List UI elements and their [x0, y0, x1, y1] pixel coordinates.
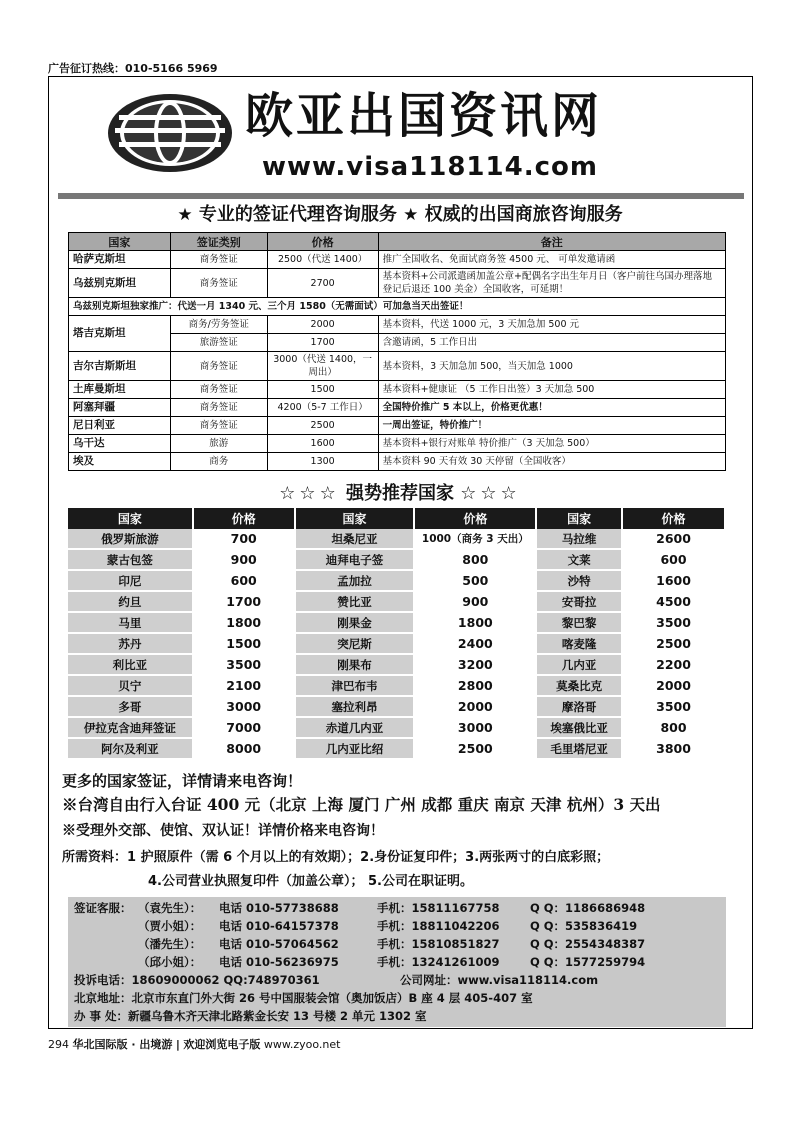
price-cell: 1600 — [267, 435, 378, 453]
country-cell: 多哥 — [68, 696, 193, 717]
country-cell: 马里 — [68, 612, 193, 633]
country-cell: 埃塞俄比亚 — [536, 717, 622, 738]
country-cell: 文莱 — [536, 549, 622, 570]
star-icon: ★ — [177, 205, 193, 225]
table-row — [68, 675, 725, 696]
contact-qq: Q Q：2554348387 — [530, 937, 646, 951]
country-cell: 蒙古包签 — [68, 549, 193, 570]
table-row — [68, 738, 725, 759]
visa-type-cell: 商务签证 — [170, 352, 267, 381]
table-row — [69, 316, 726, 334]
column-header: 价格 — [414, 508, 536, 529]
country-cell: 赤道几内亚 — [295, 717, 415, 738]
slogan-part-1: 专业的签证代理咨询服务 — [198, 204, 397, 225]
table-row — [69, 399, 726, 417]
column-header: 国家 — [69, 233, 171, 251]
table-row — [69, 352, 726, 381]
page-number: 294 — [48, 1038, 69, 1051]
country-cell: 吉尔吉斯斯坦 — [69, 352, 171, 381]
column-header: 价格 — [267, 233, 378, 251]
note-cell: 基本资料，3 天加急加 500，当天加急 1000 — [378, 352, 725, 381]
price-cell: 2500 — [267, 417, 378, 435]
price-cell: 900 — [414, 591, 536, 612]
table-row — [68, 612, 725, 633]
country-cell: 哈萨克斯坦 — [69, 251, 171, 269]
price-cell: 2500 — [622, 633, 725, 654]
divider-band — [58, 193, 744, 199]
price-cell: 8000 — [193, 738, 295, 759]
slogan-part-2: 权威的出国商旅咨询服务 — [424, 204, 623, 225]
column-header: 签证类别 — [170, 233, 267, 251]
country-cell: 贝宁 — [68, 675, 193, 696]
column-header: 国家 — [536, 508, 622, 529]
price-cell: 4200（5-7 工作日） — [267, 399, 378, 417]
contact-mobile[interactable]: 手机：15811167758 — [377, 901, 500, 915]
price-cell: 500 — [414, 570, 536, 591]
column-header: 价格 — [622, 508, 725, 529]
visa-type-cell: 商务签证 — [170, 417, 267, 435]
price-cell: 1700 — [267, 334, 378, 352]
price-cell: 3500 — [622, 696, 725, 717]
beijing-address: 北京地址：北京市东直门外大街 26 号中国服装会馆（奥加饭店）B 座 4 层 405-407 室 — [74, 991, 533, 1005]
price-cell: 2200 — [622, 654, 725, 675]
ad-hotline: 广告征订热线：010-5166 5969 — [48, 62, 218, 75]
contact-name: （贾小姐）： — [138, 919, 202, 933]
table-header-row — [69, 233, 726, 251]
contact-box — [68, 897, 726, 1027]
country-cell: 坦桑尼亚 — [295, 529, 415, 549]
country-cell: 突尼斯 — [295, 633, 415, 654]
table-row — [69, 269, 726, 298]
price-cell: 3800 — [622, 738, 725, 759]
contact-qq: Q Q：1577259794 — [530, 955, 646, 969]
price-cell: 4500 — [622, 591, 725, 612]
note-cell: 基本资料+银行对账单 特价推广（3 天加急 500） — [378, 435, 725, 453]
country-cell: 乌干达 — [69, 435, 171, 453]
price-cell: 600 — [622, 549, 725, 570]
note-cell: 推广全国收名、免面试商务签 4500 元、 可单发邀请函 — [378, 251, 725, 269]
table-row — [68, 633, 725, 654]
visa-type-cell: 商务签证 — [170, 251, 267, 269]
country-cell: 迪拜电子签 — [295, 549, 415, 570]
visa-price-table — [68, 232, 726, 471]
price-cell: 3500 — [193, 654, 295, 675]
price-cell: 3000（代送 1400，一周出） — [267, 352, 378, 381]
contact-name: （袁先生）： — [138, 901, 202, 915]
country-cell: 马拉维 — [536, 529, 622, 549]
price-cell: 1000（商务 3 天出） — [414, 529, 536, 549]
price-cell: 2500 — [414, 738, 536, 759]
office-address: 办 事 处：新疆乌鲁木齐天津北路紫金长安 13 号楼 2 单元 1302 室 — [74, 1009, 427, 1023]
country-cell: 津巴布韦 — [295, 675, 415, 696]
country-cell: 刚果布 — [295, 654, 415, 675]
country-cell: 几内亚 — [536, 654, 622, 675]
note-cell: 含邀请函，5 工作日出 — [378, 334, 725, 352]
contact-mobile[interactable]: 手机：18811042206 — [377, 919, 500, 933]
table-row — [69, 435, 726, 453]
edition-label: 华北国际版 · 出境游 — [72, 1038, 173, 1051]
country-cell: 安哥拉 — [536, 591, 622, 612]
visa-type-cell: 商务 — [170, 453, 267, 471]
country-cell: 俄罗斯旅游 — [68, 529, 193, 549]
price-cell: 1500 — [193, 633, 295, 654]
country-cell: 利比亚 — [68, 654, 193, 675]
country-cell: 伊拉克含迪拜签证 — [68, 717, 193, 738]
price-cell: 2000 — [414, 696, 536, 717]
price-cell: 1700 — [193, 591, 295, 612]
price-cell: 600 — [193, 570, 295, 591]
complaint-line: 投诉电话：18609000062 QQ:748970361 — [74, 973, 320, 987]
notary-note: ※受理外交部、使馆、双认证！详情价格来电咨询！ — [62, 823, 384, 839]
price-cell: 2800 — [414, 675, 536, 696]
note-cell: 基本资料+健康证 （5 工作日出签）3 天加急 500 — [378, 381, 725, 399]
recommend-title — [60, 481, 740, 507]
contact-phone[interactable]: 电话 010-57064562 — [219, 937, 339, 951]
price-cell: 2000 — [267, 316, 378, 334]
visa-type-cell: 商务签证 — [170, 381, 267, 399]
country-cell: 喀麦隆 — [536, 633, 622, 654]
country-cell: 塔吉克斯坦 — [69, 316, 171, 352]
table-header-row — [68, 508, 725, 529]
contact-mobile[interactable]: 手机：13241261009 — [377, 955, 500, 969]
table-row — [68, 591, 725, 612]
country-cell: 几内亚比绍 — [295, 738, 415, 759]
table-row — [68, 549, 725, 570]
note-cell: 基本资料+公司派遣函加盖公章+配偶名字出生年月日（客户前往乌国办理落地登记后退还 100 美金）全国收客，可延期！ — [378, 269, 725, 298]
price-cell: 3200 — [414, 654, 536, 675]
country-cell: 刚果金 — [295, 612, 415, 633]
note-cell: 全国特价推广 5 本以上，价格更优惠！ — [378, 399, 725, 417]
visa-type-cell: 旅游 — [170, 435, 267, 453]
price-cell: 1500 — [267, 381, 378, 399]
table-row — [69, 298, 726, 316]
contact-phone[interactable]: 电话 010-57738688 — [219, 901, 339, 915]
country-cell: 黎巴黎 — [536, 612, 622, 633]
promo-highlight: 可加急当天出签证 — [382, 301, 459, 312]
table-row — [68, 717, 725, 738]
country-cell: 阿尔及利亚 — [68, 738, 193, 759]
price-cell: 800 — [622, 717, 725, 738]
table-row — [69, 251, 726, 269]
required-docs-line-2: 4.公司营业执照复印件（加盖公章）； 5.公司在职证明。 — [148, 874, 473, 889]
price-cell: 3000 — [414, 717, 536, 738]
footer-separator: | — [175, 1038, 180, 1051]
contact-name: （潘先生）： — [138, 937, 202, 951]
visa-type-cell: 商务签证 — [170, 269, 267, 298]
price-cell: 1800 — [193, 612, 295, 633]
column-header: 备注 — [378, 233, 725, 251]
table-row — [68, 570, 725, 591]
country-cell: 毛里塔尼亚 — [536, 738, 622, 759]
price-cell: 1600 — [622, 570, 725, 591]
price-cell: 2400 — [414, 633, 536, 654]
price-cell: 1800 — [414, 612, 536, 633]
country-cell: 塞拉利昂 — [295, 696, 415, 717]
brand-title: 欧亚出国资讯网 — [245, 88, 603, 144]
price-cell: 2000 — [622, 675, 725, 696]
country-cell: 土库曼斯坦 — [69, 381, 171, 399]
column-header: 国家 — [68, 508, 193, 529]
price-cell: 2500（代送 1400） — [267, 251, 378, 269]
contact-label: 签证客服： — [74, 901, 132, 915]
slogan — [60, 203, 740, 227]
table-row — [69, 453, 726, 471]
price-cell: 3500 — [622, 612, 725, 633]
country-cell: 尼日利亚 — [69, 417, 171, 435]
contact-name: （邱小姐）： — [138, 955, 202, 969]
visa-type-cell: 商务签证 — [170, 399, 267, 417]
table-row — [69, 417, 726, 435]
promo-text: 乌兹别克斯坦独家推广：代送一月 1340 元、三个月 1580（无需面试） — [73, 301, 383, 312]
contact-mobile[interactable]: 手机：15810851827 — [377, 937, 500, 951]
more-countries-note: 更多的国家签证，详情请来电咨询！ — [62, 772, 303, 790]
price-cell: 1300 — [267, 453, 378, 471]
ebook-label: 欢迎浏览电子版 — [183, 1038, 261, 1051]
required-docs-line-1: 所需资料：1 护照原件（需 6 个月以上的有效期）；2.身份证复印件；3.两张两寸的白底彩照； — [62, 850, 610, 865]
recommend-heading: 强势推荐国家 — [346, 483, 454, 504]
price-cell: 3000 — [193, 696, 295, 717]
price-cell: 900 — [193, 549, 295, 570]
price-cell: 7000 — [193, 717, 295, 738]
promo-cell — [69, 298, 726, 316]
country-cell: 苏丹 — [68, 633, 193, 654]
footer-site-link[interactable]: www.zyoo.net — [263, 1038, 341, 1051]
globe-logo-icon — [105, 92, 235, 174]
taiwan-permit-note: ※台湾自由行入台证 400 元（北京 上海 厦门 广州 成都 重庆 南京 天津 杭州）3 天出 — [62, 795, 661, 814]
note-cell: 基本资料，代送 1000 元，3 天加急加 500 元 — [378, 316, 725, 334]
website-line[interactable]: 公司网址：www.visa118114.com — [400, 973, 599, 987]
note-cell: 基本资料 90 天有效 30 天停留（全国收客） — [378, 453, 725, 471]
contact-qq: Q Q：1186686948 — [530, 901, 646, 915]
note-cell: 一周出签证，特价推广！ — [378, 417, 725, 435]
contact-phone[interactable]: 电话 010-56236975 — [219, 955, 339, 969]
column-header: 价格 — [193, 508, 295, 529]
price-cell: 700 — [193, 529, 295, 549]
visa-type-cell: 旅游签证 — [170, 334, 267, 352]
recommend-table — [68, 508, 726, 760]
country-cell: 印尼 — [68, 570, 193, 591]
table-row — [69, 381, 726, 399]
country-cell: 莫桑比克 — [536, 675, 622, 696]
country-cell: 乌兹别克斯坦 — [69, 269, 171, 298]
country-cell: 约旦 — [68, 591, 193, 612]
price-cell: 2600 — [622, 529, 725, 549]
table-row — [68, 529, 725, 549]
visa-type-cell: 商务/劳务签证 — [170, 316, 267, 334]
country-cell: 孟加拉 — [295, 570, 415, 591]
table-row — [68, 654, 725, 675]
hollow-stars-icon: ☆☆☆ — [460, 483, 521, 504]
price-cell: 800 — [414, 549, 536, 570]
price-cell: 2100 — [193, 675, 295, 696]
column-header: 国家 — [295, 508, 415, 529]
contact-phone[interactable]: 电话 010-64157378 — [219, 919, 339, 933]
star-icon: ★ — [403, 205, 419, 225]
price-cell: 2700 — [267, 269, 378, 298]
promo-end: ！ — [458, 301, 469, 312]
contact-qq: Q Q：535836419 — [530, 919, 638, 933]
country-cell: 沙特 — [536, 570, 622, 591]
hollow-stars-icon: ☆☆☆ — [279, 483, 340, 504]
country-cell: 赞比亚 — [295, 591, 415, 612]
brand-url[interactable]: www.visa118114.com — [262, 152, 598, 182]
country-cell: 埃及 — [69, 453, 171, 471]
country-cell: 摩洛哥 — [536, 696, 622, 717]
page-footer — [48, 1037, 340, 1053]
table-row — [68, 696, 725, 717]
country-cell: 阿塞拜疆 — [69, 399, 171, 417]
